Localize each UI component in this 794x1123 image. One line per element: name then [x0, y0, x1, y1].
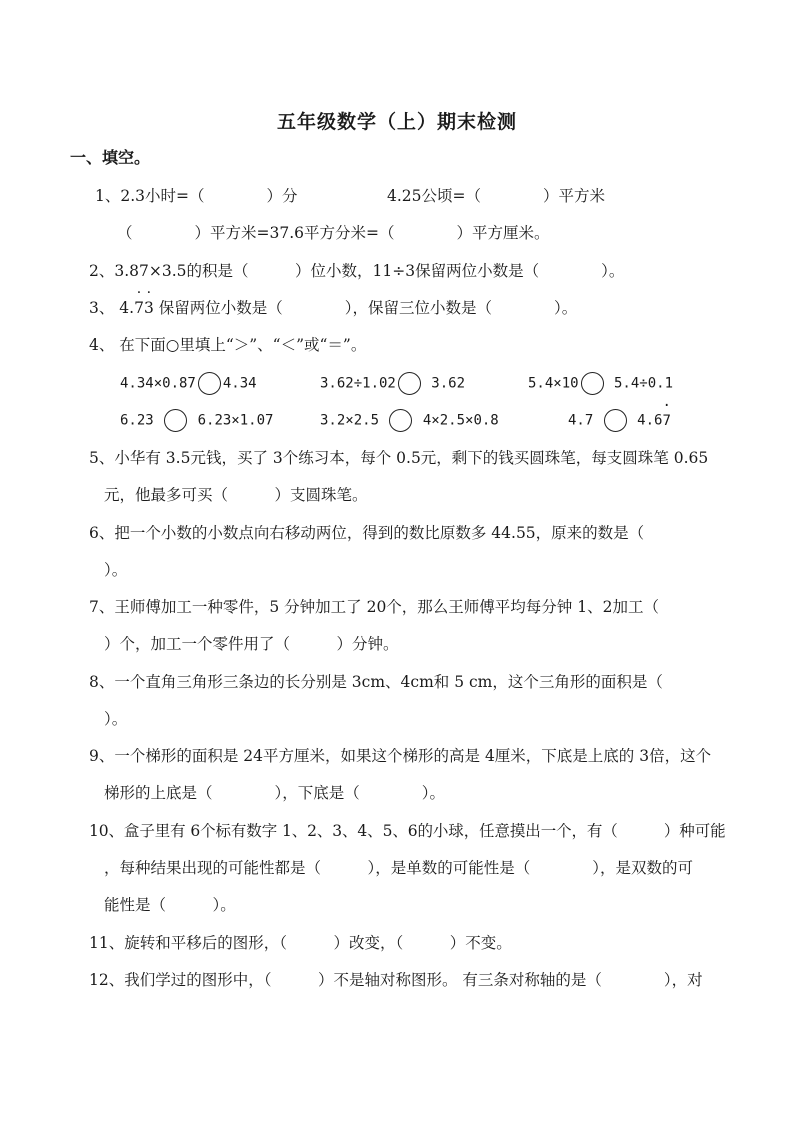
compare-right: 4.6 — [628, 412, 663, 429]
question-8-line-1: 8、一个直角三角形三条边的长分别是 3cm、4cm和 5 cm，这个三角形的面积是（ — [89, 673, 663, 691]
question-10-line-1: 10、盒子里有 6个标有数字 1、2、3、4、5、6的小球，任意摸出一个，有（ ）种可能 — [89, 822, 726, 840]
question-10-line-2: ，每种结果出现的可能性都是（ ），是单数的可能性是（ ），是双数的可 — [104, 859, 694, 877]
question-5-line-1: 5、小华有 3.5元钱，买了 3个练习本，每个 0.5元，剩下的钱买圆珠笔，每支圆珠笔 0.65 — [89, 449, 709, 467]
question-12-line-1: 12、我们学过的图形中，（ ）不是轴对称图形。 有三条对称轴的是（ ），对 — [89, 971, 703, 989]
compare-item — [120, 409, 273, 432]
compare-right: 6.23×1.07 — [189, 412, 274, 429]
compare-right: 3.62 — [422, 375, 466, 392]
answer-circle[interactable] — [581, 372, 604, 395]
question-4-intro: 4、 在下面○里填上“＞”、“＜”或“＝”。 — [89, 336, 367, 354]
question-8-line-2: ）。 — [104, 710, 128, 728]
answer-circle[interactable] — [398, 372, 421, 395]
compare-item — [528, 372, 673, 395]
question-6-line-1: 6、把一个小数的小数点向右移动两位，得到的数比原数多 44.55，原来的数是（ — [89, 524, 645, 542]
question-3-prefix: 3、 4. — [89, 299, 135, 317]
question-1-part-a: 1、2.3小时=（ ）分 — [95, 187, 298, 205]
compare-right: 5.4÷0.1 — [605, 375, 674, 392]
compare-item — [320, 372, 465, 395]
compare-right: 4.34 — [222, 375, 257, 392]
compare-right: 4×2.5×0.8 — [414, 412, 499, 429]
question-3-rest: 保留两位小数是（ ），保留三位小数是（ ）。 — [153, 299, 578, 317]
compare-item — [568, 409, 671, 432]
question-1-part-b: 4.25公顷=（ ）平方米 — [387, 187, 605, 205]
answer-circle[interactable] — [198, 372, 221, 395]
repeating-digit-1: · 7 — [134, 298, 144, 318]
compare-left: 4.34×0.87 — [120, 375, 196, 392]
compare-left: 5.4×10 — [528, 375, 579, 392]
question-7-line-2: ）个，加工一个零件用了（ ）分钟。 — [104, 635, 399, 653]
question-2: 2、3.87×3.5的积是（ ）位小数，11÷3保留两位小数是（ ）。 — [89, 262, 625, 280]
compare-item — [120, 372, 257, 395]
question-9-line-2: 梯形的上底是（ ），下底是（ ）。 — [104, 784, 446, 802]
page-title: 五年级数学（上）期末检测 — [276, 111, 517, 133]
compare-left: 6.23 — [120, 412, 163, 429]
repeating-digit: · 7 — [662, 411, 670, 431]
question-10-line-3: 能性是（ ）。 — [104, 896, 236, 914]
question-1-part-c: （ ）平方米=37.6平方分米=（ ）平方厘米。 — [117, 224, 550, 242]
question-7-line-1: 7、王师傅加工一种零件，5 分钟加工了 20个，那么王师傅平均每分钟 1、2加工（ — [89, 598, 659, 616]
compare-item — [320, 409, 499, 432]
compare-left: 3.2×2.5 — [320, 412, 388, 429]
repeating-digit-2: · 3 — [144, 298, 154, 318]
question-9-line-1: 9、一个梯形的面积是 24平方厘米，如果这个梯形的高是 4厘米，下底是上底的 3倍，这个 — [89, 747, 712, 765]
answer-circle[interactable] — [389, 409, 412, 432]
compare-left: 3.62÷1.02 — [320, 375, 396, 392]
question-6-line-2: ）。 — [104, 561, 128, 579]
question-11: 11、旋转和平移后的图形，（ ）改变，（ ）不变。 — [89, 934, 512, 952]
section-heading: 一、填空。 — [70, 148, 151, 167]
answer-circle[interactable] — [164, 409, 187, 432]
answer-circle[interactable] — [604, 409, 627, 432]
question-5-line-2: 元，他最多可买（ ）支圆珠笔。 — [104, 486, 368, 504]
compare-left: 4.7 — [568, 412, 602, 429]
question-3 — [89, 298, 577, 318]
